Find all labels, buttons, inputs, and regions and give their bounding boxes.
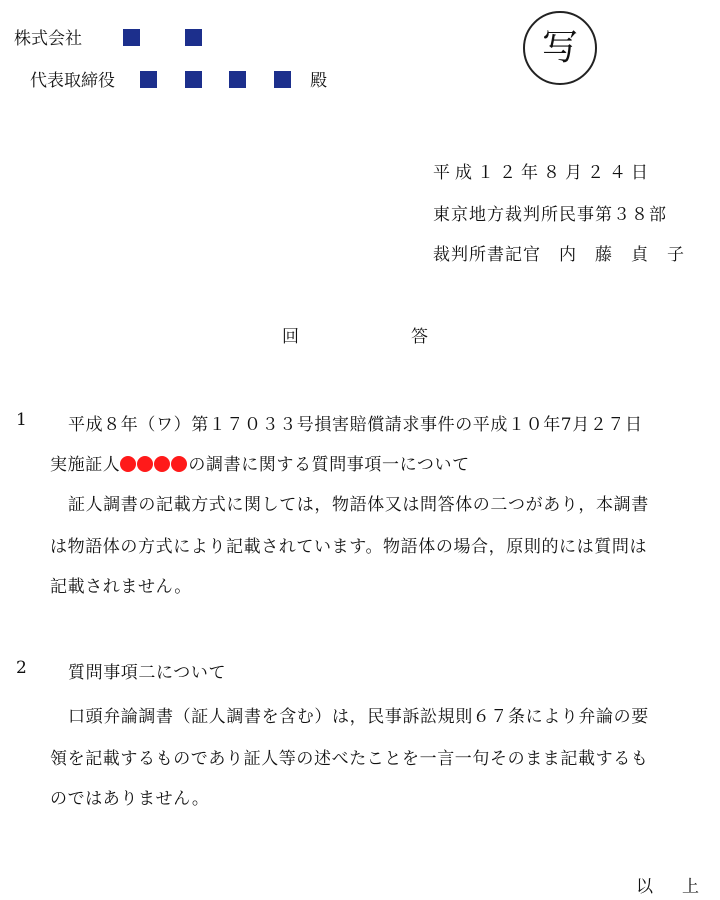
addressee-company — [14, 24, 202, 49]
section1-line2-before: 実施証人 — [50, 455, 121, 475]
redaction-square — [185, 71, 202, 88]
section2-body-line: のではありません。 — [50, 789, 210, 809]
title-prefix: 代表取締役 — [30, 71, 115, 91]
redaction-square — [274, 71, 291, 88]
redaction-square — [123, 29, 140, 46]
closing-mark: 以 上 — [636, 877, 705, 897]
redaction-dot — [171, 456, 187, 472]
section1-body-line: 記載されません。 — [50, 577, 192, 597]
company-prefix: 株式会社 — [14, 29, 82, 49]
issue-date: 平成１２年８月２４日 — [433, 163, 653, 183]
court-name: 東京地方裁判所民事第３８部 — [433, 205, 667, 225]
section2-body-line: 口頭弁論調書（証人調書を含む）は，民事訴訟規則６７条により弁論の要 — [68, 707, 649, 727]
section1-line2 — [50, 450, 470, 475]
section2-number: 2 — [16, 658, 27, 678]
redaction-square — [229, 71, 246, 88]
redaction-dot — [137, 456, 153, 472]
section1-line1: 平成８年（ワ）第１７０３３号損害賠償請求事件の平成１０年7月２７日 — [68, 415, 643, 435]
section2-body-line: 領を記載するものであり証人等の述べたことを一言一句そのまま記載するも — [50, 749, 649, 769]
honorific: 殿 — [310, 71, 328, 91]
addressee-representative — [30, 66, 327, 91]
section1-body-line: は物語体の方式により記載されています。物語体の場合，原則的には質問は — [50, 537, 648, 557]
document-title: 回 答 — [282, 327, 454, 347]
redaction-dot — [154, 456, 170, 472]
redaction-square — [140, 71, 157, 88]
section1-body-line: 証人調書の記載方式に関しては，物語体又は問答体の二つがあり，本調書 — [68, 495, 649, 515]
redaction-dot — [120, 456, 136, 472]
section1-number: 1 — [16, 410, 27, 430]
clerk-name: 裁判所書記官 内 藤 貞 子 — [433, 245, 685, 265]
copy-stamp: 写 — [523, 11, 597, 85]
redacted-witness-name — [120, 455, 188, 475]
section1-line2-after: の調書に関する質問事項一について — [188, 455, 470, 475]
redaction-square — [185, 29, 202, 46]
section2-heading: 質問事項二について — [68, 663, 227, 683]
